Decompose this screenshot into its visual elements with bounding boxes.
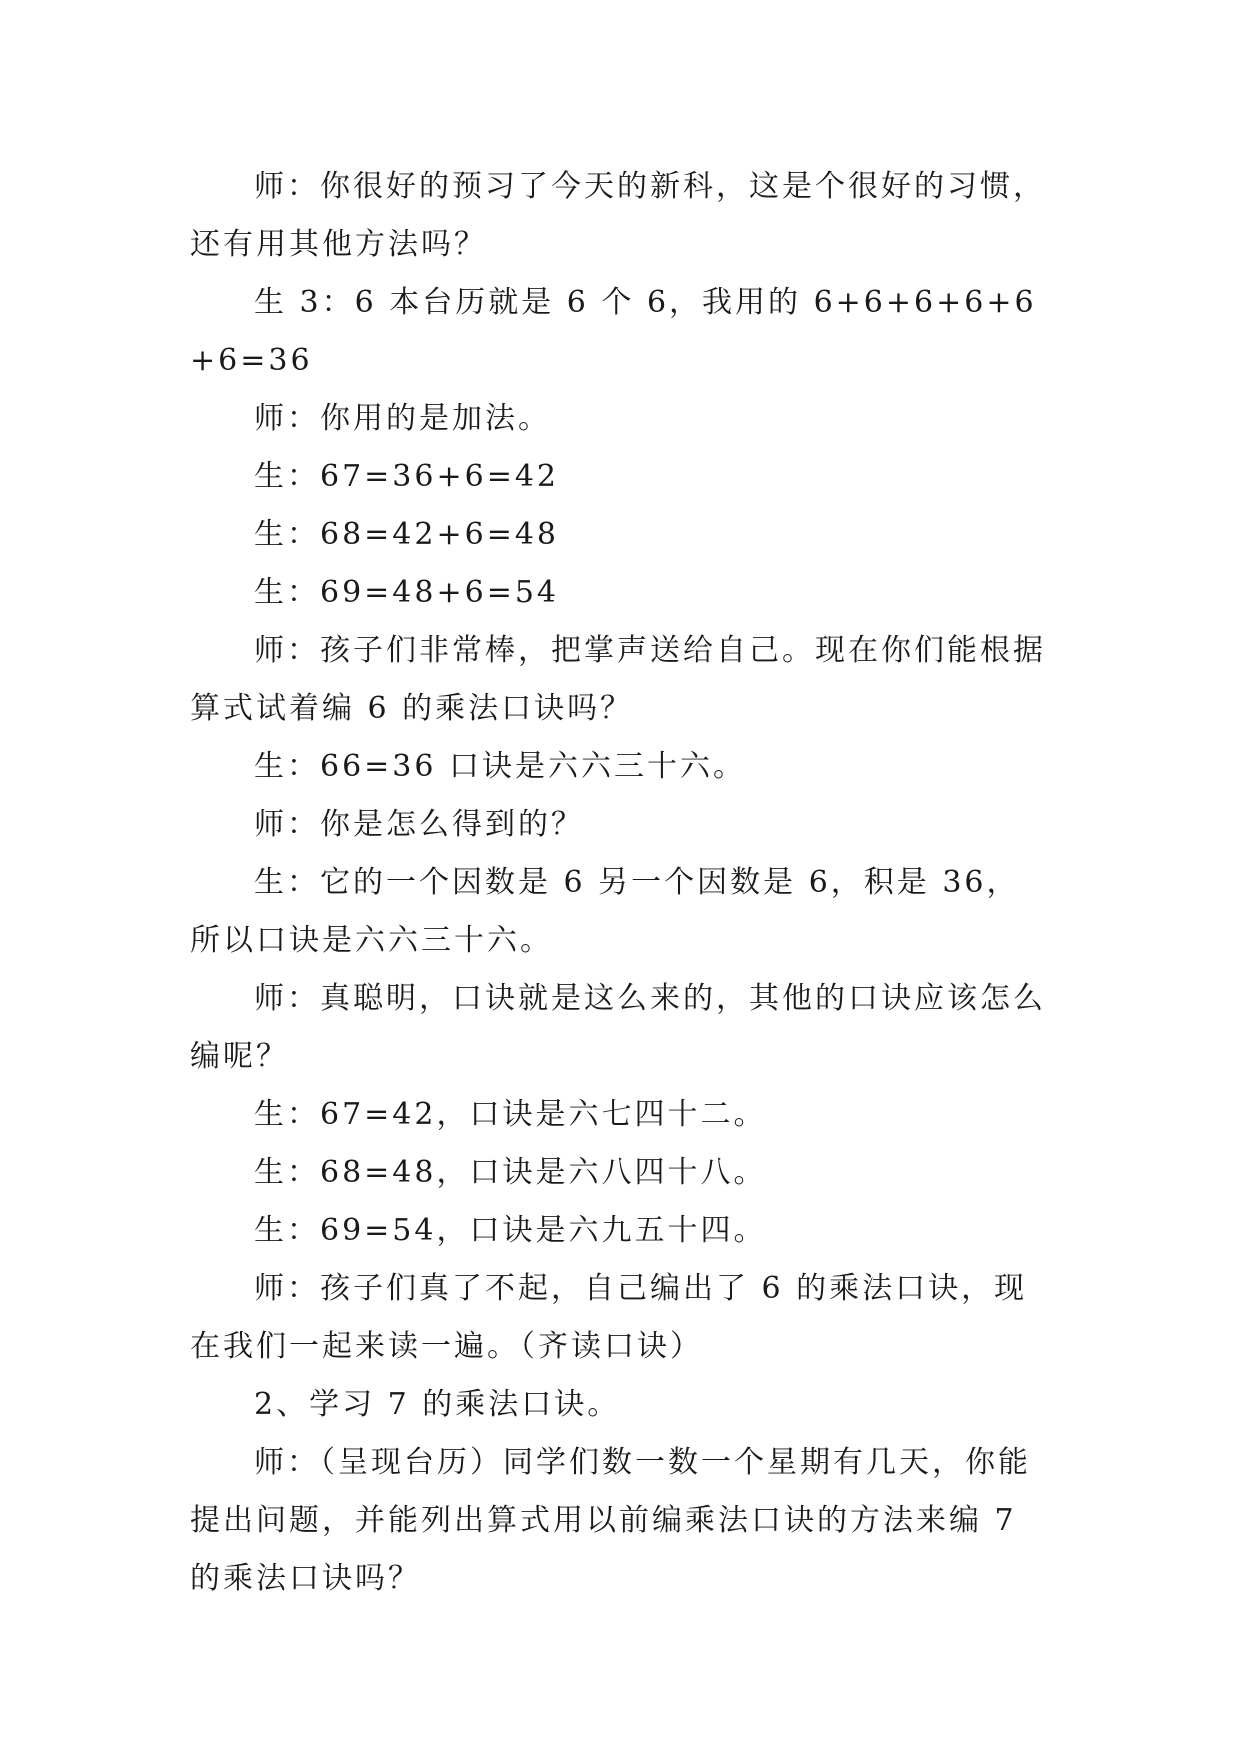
- paragraph: 生：68=42+6=48: [254, 517, 560, 552]
- paragraph: 师：你用的是加法。: [254, 401, 551, 436]
- paragraph: 生：66=36 口诀是六六三十六。: [254, 749, 747, 784]
- paragraph: 师：孩子们非常棒，把掌声送给自己。现在你们能根据算式试着编 6 的乘法口诀吗？: [190, 633, 1046, 726]
- paragraph: 生 3：6 本台历就是 6 个 6，我用的 6+6+6+6+6+6=36: [190, 285, 1037, 378]
- paragraph: 生：69=48+6=54: [254, 575, 560, 610]
- paragraph: 师：（呈现台历）同学们数一数一个星期有几天，你能提出问题，并能列出算式用以前编乘法口诀的方法来编 7 的乘法口诀吗？: [190, 1445, 1031, 1596]
- paragraph: 师：你很好的预习了今天的新科，这是个很好的习惯，还有用其他方法吗？: [190, 169, 1046, 262]
- paragraph: 2、学习 7 的乘法口诀。: [254, 1387, 621, 1422]
- paragraph: 生：69=54，口诀是六九五十四。: [254, 1213, 767, 1248]
- paragraph: 师：你是怎么得到的？: [254, 807, 584, 842]
- paragraph: 生：68=48，口诀是六八四十八。: [254, 1155, 767, 1190]
- document-body: [190, 158, 1052, 1608]
- paragraph: 师：孩子们真了不起，自己编出了 6 的乘法口诀，现在我们一起来读一遍。（齐读口诀）: [190, 1271, 1028, 1364]
- paragraph: 师：真聪明，口诀就是这么来的，其他的口诀应该怎么编呢？: [190, 981, 1046, 1074]
- paragraph: 生：67=36+6=42: [254, 459, 560, 494]
- paragraph: 生：它的一个因数是 6 另一个因数是 6，积是 36，所以口诀是六六三十六。: [190, 865, 1020, 958]
- paragraph: 生：67=42，口诀是六七四十二。: [254, 1097, 767, 1132]
